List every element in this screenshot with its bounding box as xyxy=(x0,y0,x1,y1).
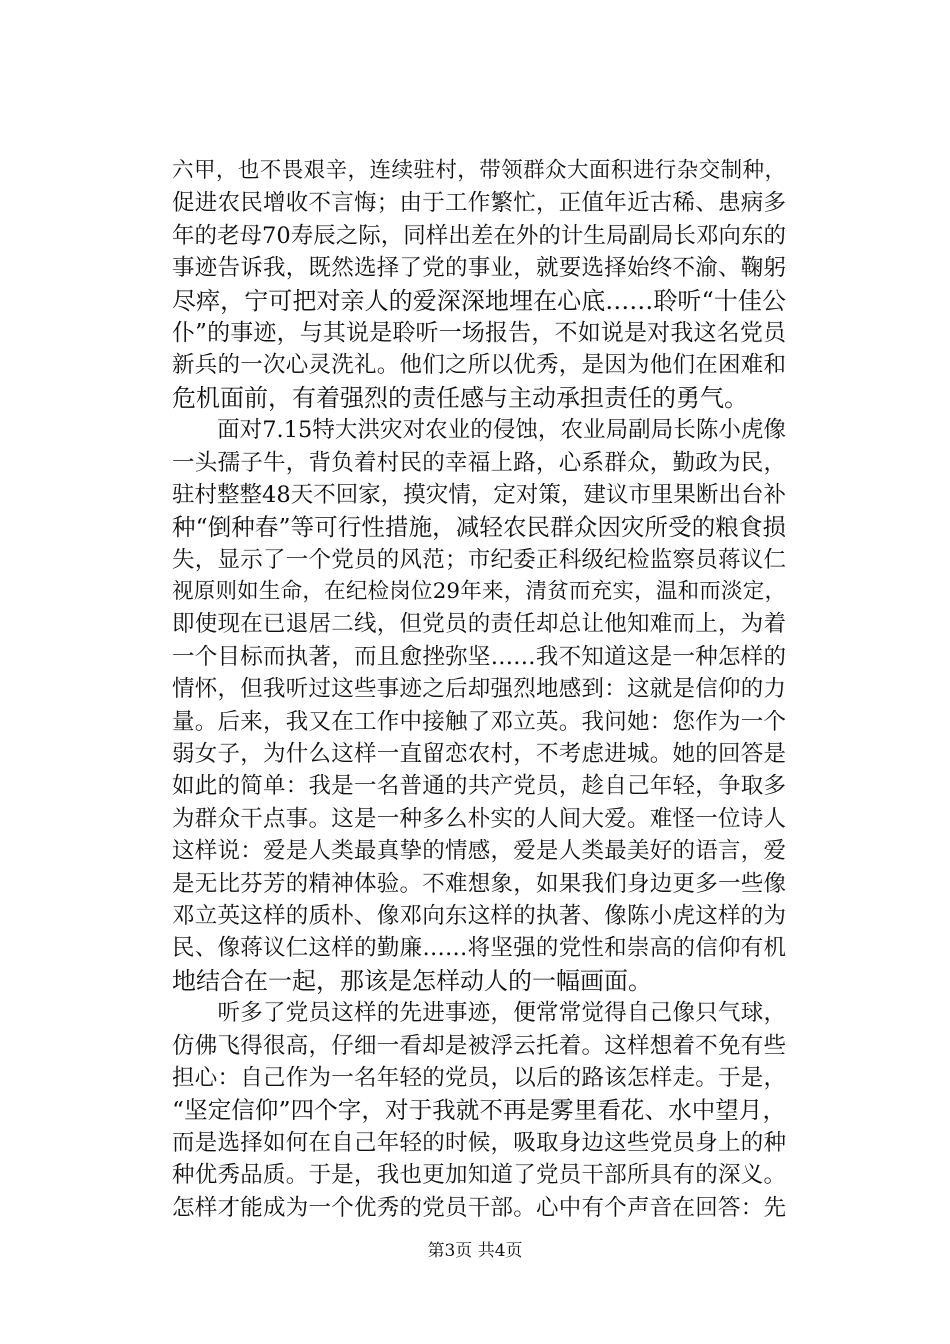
text-line: 听多了党员这样的先进事迹，便常常觉得自己像只气球， xyxy=(172,1000,786,1027)
text-line: 而是选择如何在自己年轻的时候，吸取身边这些党员身上的种 xyxy=(172,1129,786,1156)
text-line: 民、像蒋议仁这样的勤廉……将坚强的党性和崇高的信仰有机 xyxy=(172,935,786,962)
text-line: 地结合在一起，那该是怎样动人的一幅画面。 xyxy=(172,966,652,995)
text-line: 六甲，也不畏艰辛，连续驻村，带领群众大面积进行杂交制种， xyxy=(172,158,786,183)
text-line: 一头孺子牛，背负着村民的幸福上路，心系群众，勤政为民， xyxy=(172,449,786,476)
text-line: 面对7.15特大洪灾对农业的侵蚀，农业局副局长陈小虎像 xyxy=(172,417,786,444)
text-line: 为群众干点事。这是一种多么朴实的人间大爱。难怪一位诗人 xyxy=(172,805,786,832)
text-line: 弱女子，为什么这样一直留恋农村，不考虑进城。她的回答是 xyxy=(172,741,786,768)
text-line: 是无比芬芳的精神体验。不难想象，如果我们身边更多一些像 xyxy=(172,870,786,897)
page-footer: 第3页 共4页 xyxy=(427,1241,523,1261)
text-line: 危机面前，有着强烈的责任感与主动承担责任的勇气。 xyxy=(172,383,748,412)
document-body xyxy=(172,155,786,1224)
text-line: 邓立英这样的质朴、像邓向东这样的执著、像陈小虎这样的为 xyxy=(172,902,786,929)
text-line: 事迹告诉我，既然选择了党的事业，就要选择始终不渝、鞠躬 xyxy=(172,255,786,282)
text-line: 仆”的事迹，与其说是聆听一场报告，不如说是对我这名党员 xyxy=(172,319,786,346)
text-line: 种“倒种春”等可行性措施，减轻农民群众因灾所受的粮食损 xyxy=(172,513,786,542)
text-line: 尽瘁，宁可把对亲人的爱深深地埋在心底……聆听“十佳公 xyxy=(172,286,786,315)
text-line: 怎样才能成为一个优秀的党员干部。心中有个声音在回答：先 xyxy=(172,1194,786,1221)
text-line: 情怀，但我听过这些事迹之后却强烈地感到：这就是信仰的力 xyxy=(172,676,786,703)
text-line: 年的老母70寿辰之际，同样出差在外的计生局副局长邓向东的 xyxy=(172,222,786,249)
text-line: 失，显示了一个党员的风范；市纪委正科级纪检监察员蒋议仁 xyxy=(172,546,786,573)
text-line: 仿佛飞得很高，仔细一看却是被浮云托着。这样想着不免有些 xyxy=(172,1032,786,1059)
text-line: 担心：自己作为一名年轻的党员，以后的路该怎样走。于是， xyxy=(172,1064,786,1091)
text-line: 种优秀品质。于是，我也更加知道了党员干部所具有的深义。 xyxy=(172,1162,786,1189)
text-line: 促进农民增收不言悔；由于工作繁忙，正值年近古稀、患病多 xyxy=(172,190,786,217)
text-line: 新兵的一次心灵洗礼。他们之所以优秀，是因为他们在困难和 xyxy=(172,352,786,379)
text-line: 视原则如生命，在纪检岗位29年来，清贫而充实，温和而淡定， xyxy=(172,579,786,605)
text-line: 即使现在已退居二线，但党员的责任却总让他知难而上，为着 xyxy=(172,611,786,638)
text-line: 一个目标而执著，而且愈挫弥坚……我不知道这是一种怎样的 xyxy=(172,643,786,670)
text-line: 驻村整整48天不回家，摸灾情，定对策，建议市里果断出台补 xyxy=(172,481,786,508)
text-line: 如此的简单：我是一名普通的共产党员，趁自己年轻，争取多 xyxy=(172,773,786,800)
text-line: “坚定信仰”四个字，对于我就不再是雾里看花、水中望月， xyxy=(172,1096,786,1125)
text-line: 这样说：爱是人类最真挚的情感，爱是人类最美好的语言，爱 xyxy=(172,838,786,865)
text-line: 量。后来，我又在工作中接触了邓立英。我问她：您作为一个 xyxy=(172,708,786,735)
